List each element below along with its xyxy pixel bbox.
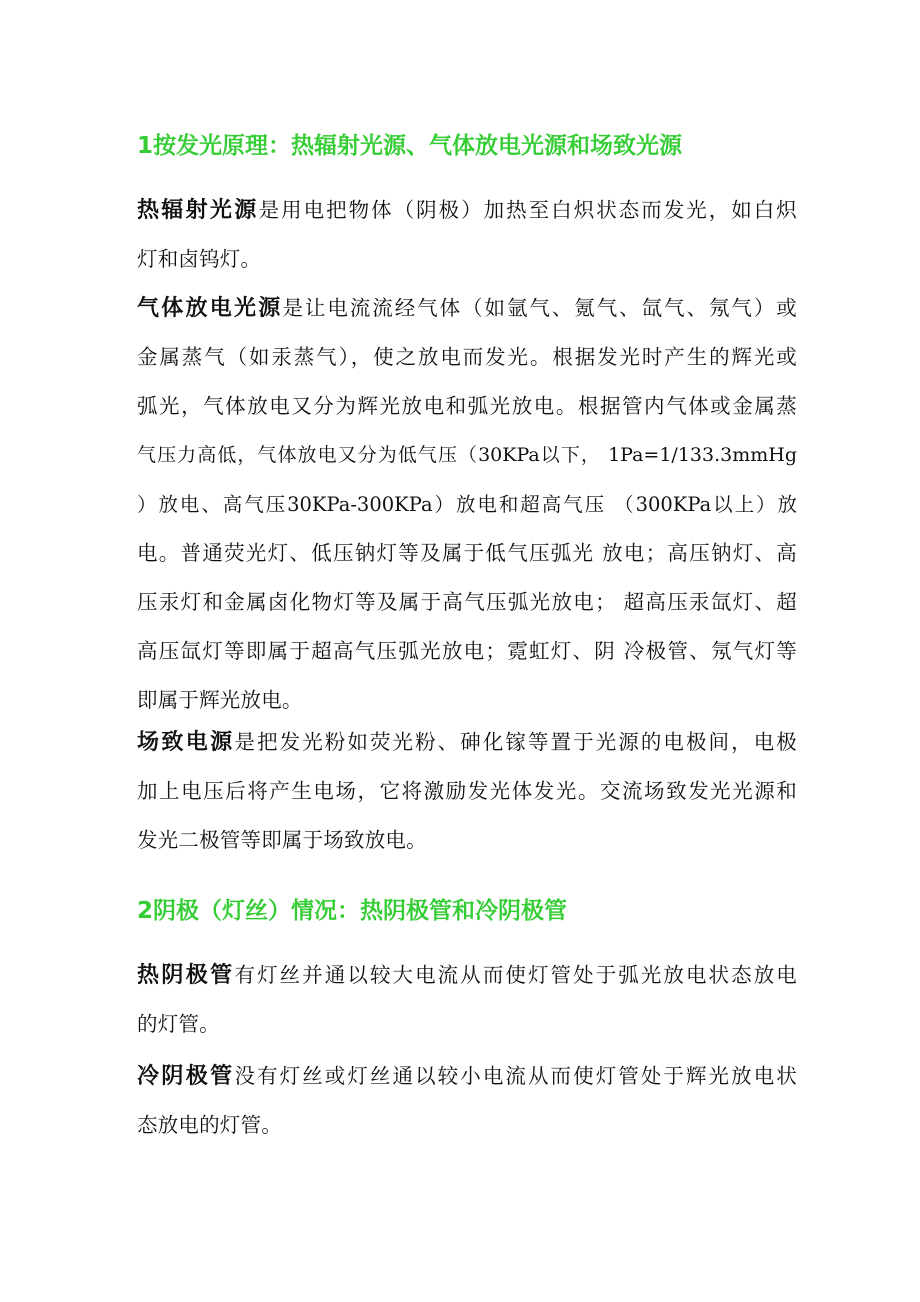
paragraph-line: 灯和卤钨灯。: [137, 247, 262, 271]
paragraph-line: 场致电源是把发光粉如荧光粉、砷化镓等置于光源的电极间，电极: [137, 730, 797, 755]
paragraph-line: 冷阴极管没有灯丝或灯丝通以较小电流从而使灯管处于辉光放电状: [137, 1064, 797, 1089]
term-hot-cathode: 热阴极管: [137, 963, 235, 988]
paragraph-thermal-radiation: [137, 186, 797, 284]
paragraph-gas-discharge: [137, 284, 797, 725]
paragraph-line: 金属蒸气（如汞蒸气），使之放电而发光。根据发光时产生的辉光或: [137, 345, 797, 369]
paragraph-field-induced: [137, 718, 797, 865]
term-field-induced: 场致电源: [137, 730, 235, 755]
section-2-heading: 2阴极（灯丝）情况：热阴极管和冷阴极管: [137, 898, 568, 924]
section-1-heading: 1按发光原理：热辐射光源、气体放电光源和场致光源: [137, 133, 683, 159]
term-cold-cathode: 冷阴极管: [137, 1064, 235, 1089]
term-thermal-radiation: 热辐射光源: [137, 198, 259, 223]
paragraph-line: 的灯管。: [137, 1012, 220, 1036]
paragraph-line: 加上电压后将产生电场，它将激励发光体发光。交流场致发光光源和: [137, 779, 797, 803]
paragraph-line: 电。普通荧光灯、低压钠灯等及属于低气压弧光 放电；高压钠灯、高: [137, 541, 797, 565]
paragraph-cold-cathode: [137, 1052, 797, 1150]
paragraph-line: ）放电、高气压30KPa-300KPa）放电和超高气压 （300KPa以上）放: [137, 493, 797, 516]
paragraph-line: 气体放电光源是让电流流经气体（如氩气、氪气、氙气、氖气）或: [137, 296, 797, 321]
paragraph-line: 发光二极管等即属于场致放电。: [137, 828, 427, 852]
paragraph-hot-cathode: [137, 951, 797, 1049]
paragraph-line: 压汞灯和金属卤化物灯等及属于高气压弧光放电； 超高压汞氙灯、超: [137, 590, 797, 614]
paragraph-line: 弧光，气体放电又分为辉光放电和弧光放电。根据管内气体或金属蒸: [137, 394, 797, 418]
paragraph-line: 即属于辉光放电。: [137, 688, 303, 712]
paragraph-line: 高压氙灯等即属于超高气压弧光放电；霓虹灯、阴 冷极管、氖气灯等: [137, 639, 797, 663]
paragraph-line: 气压力高低，气体放电又分为低气压（30KPa以下， 1Pa=1/133.3mmHg: [137, 444, 797, 466]
term-gas-discharge: 气体放电光源: [137, 296, 283, 321]
paragraph-line: 热辐射光源是用电把物体（阴极）加热至白炽状态而发光，如白炽: [137, 198, 797, 223]
paragraph-line: 态放电的灯管。: [137, 1113, 282, 1137]
paragraph-line: 热阴极管有灯丝并通以较大电流从而使灯管处于弧光放电状态放电: [137, 963, 797, 988]
